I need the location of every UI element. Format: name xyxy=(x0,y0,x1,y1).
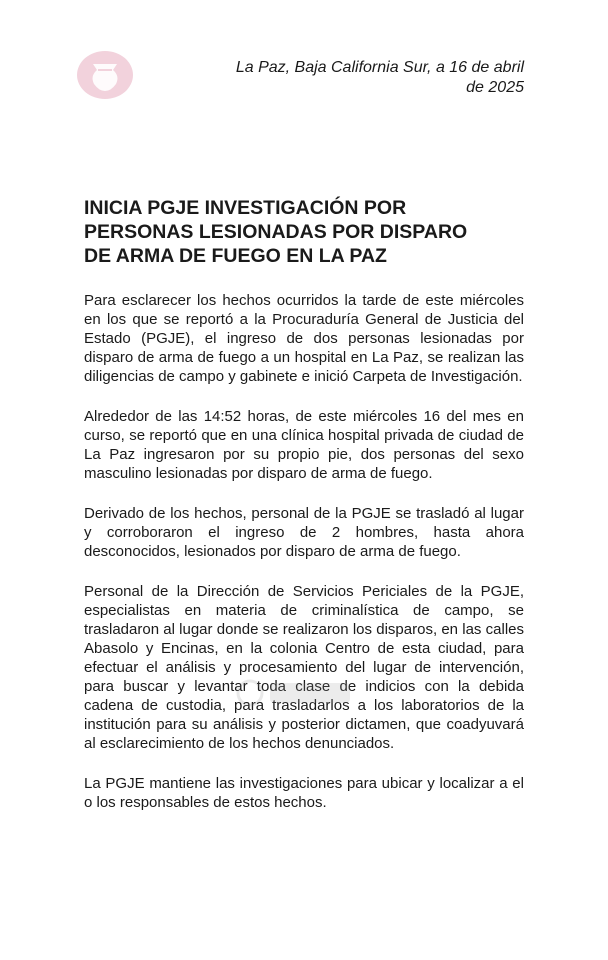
dateline-line-2: de 2025 xyxy=(466,79,524,96)
institution-logo-icon xyxy=(76,50,134,100)
title-line-2: PERSONAS LESIONADAS POR DISPARO xyxy=(84,221,468,243)
dateline-line-1: La Paz, Baja California Sur, a 16 de abril xyxy=(235,59,524,76)
body-paragraph-2: Alrededor de las 14:52 horas, de este miércoles 16 del mes en curso, se reportó que en una clínica hospital privada de ciudad de La Paz ingresaron por su propio pie, dos personas del sexo masculino lesionadas por disparo de arma de fuego. xyxy=(84,408,524,482)
press-release-body xyxy=(84,291,524,833)
dateline xyxy=(184,58,524,98)
title-line-3: DE ARMA DE FUEGO EN LA PAZ xyxy=(84,245,387,267)
body-paragraph-5: La PGJE mantiene las investigaciones para ubicar y localizar a el o los responsables de estos hechos. xyxy=(84,775,524,811)
body-paragraph-3: Derivado de los hechos, personal de la PGJE se trasladó al lugar y corroboraron el ingreso de 2 hombres, hasta ahora desconocidos, lesionados por disparo de arma de fuego. xyxy=(84,505,524,560)
body-paragraph-1: Para esclarecer los hechos ocurridos la tarde de este miércoles en los que se reportó a la Procuraduría General de Justicia del Estado (PGJE), el ingreso de dos personas lesionadas por disparo de arma de fuego a un hospital en La Paz, se realizan las diligencias de campo y gabinete e inició Carpeta de Investigación. xyxy=(84,292,524,385)
body-paragraph-4: Personal de la Dirección de Servicios Periciales de la PGJE, especialistas en materia de criminalística de campo, se trasladaron al lugar donde se realizaron los disparos, en las calles Abasolo y Encinas, en la colonia Centro de esta ciudad, para efectuar el análisis y procesamiento del lugar de intervención, para buscar y levantar toda clase de indicios con la debida cadena de custodia, para trasladarlos a los laboratorios de la institución para su análisis y posterior dictamen, que coadyuvará al esclarecimiento de los hechos denunciados. xyxy=(84,583,524,752)
press-release-title xyxy=(84,196,524,268)
title-line-1: INICIA PGJE INVESTIGACIÓN POR xyxy=(84,197,407,219)
